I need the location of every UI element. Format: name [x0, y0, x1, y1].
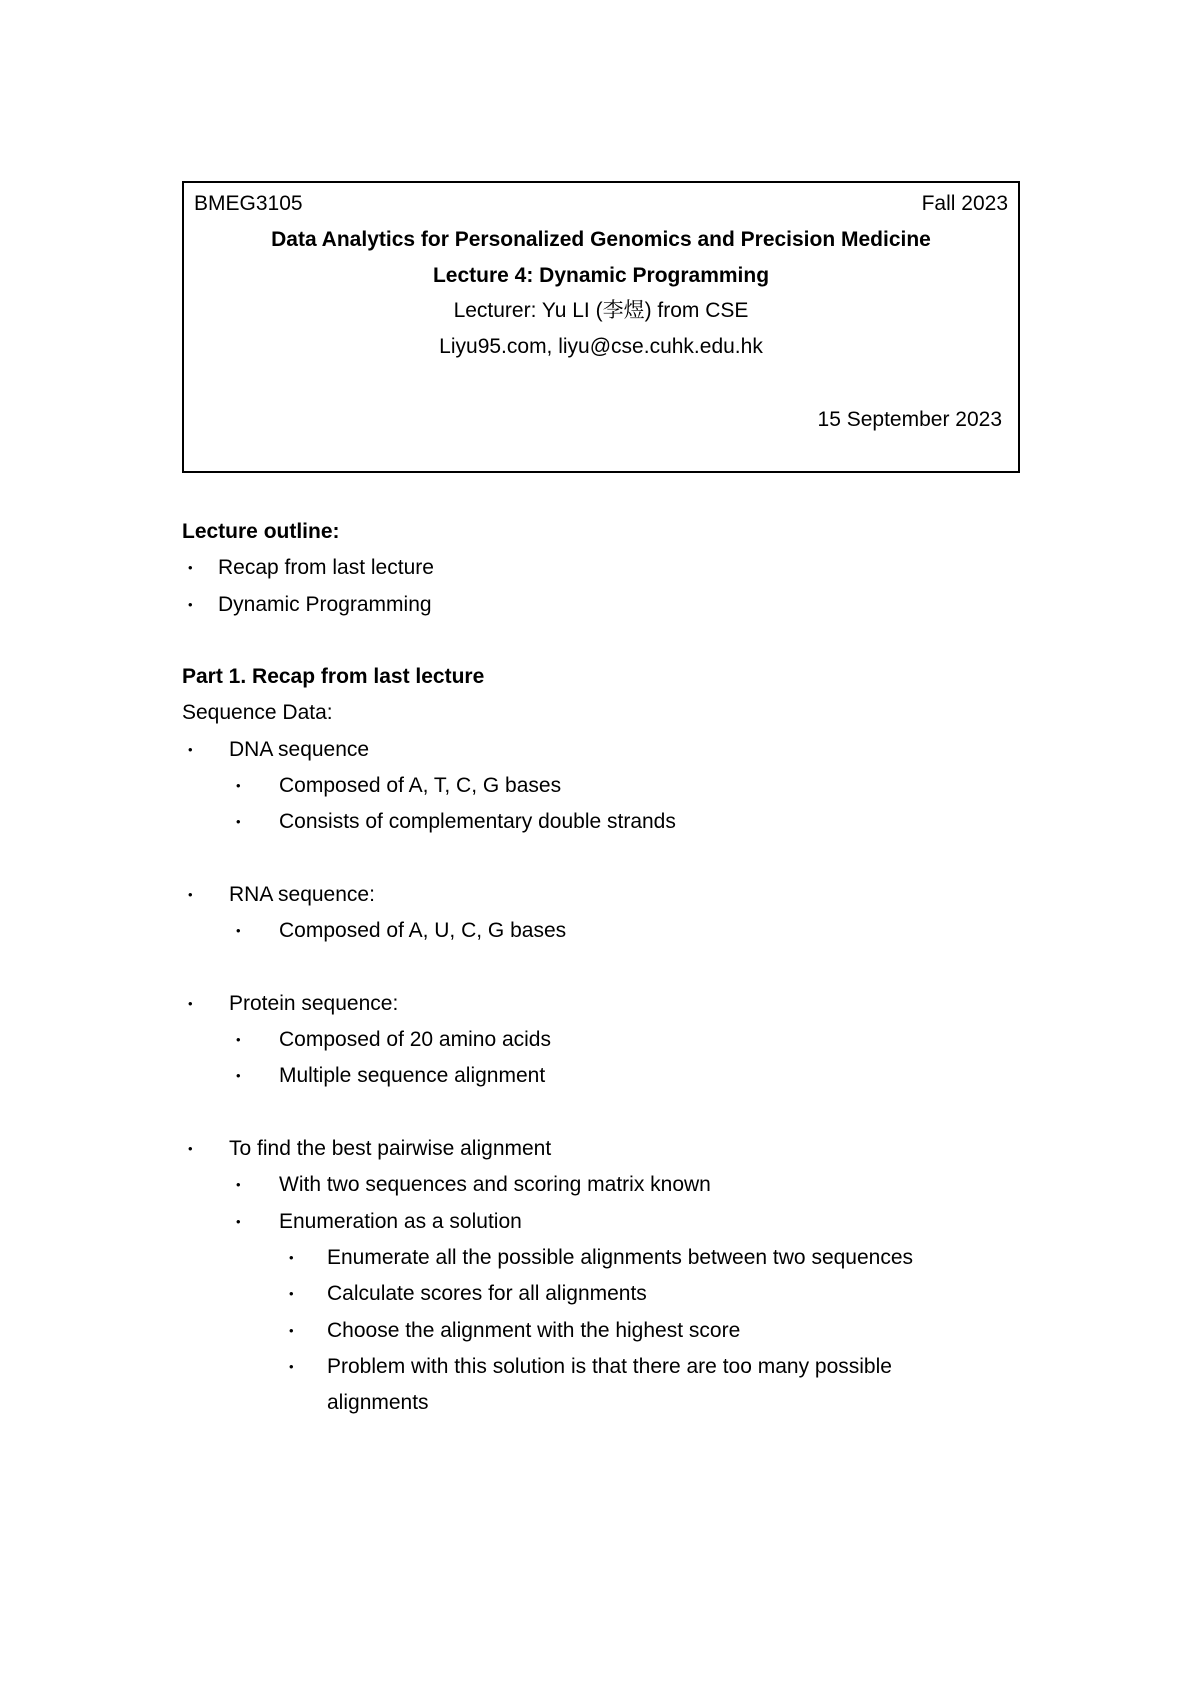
course-code: BMEG3105	[194, 192, 303, 215]
bullet-icon: •	[236, 923, 241, 939]
course-title: Data Analytics for Personalized Genomics and Precision Medicine	[271, 228, 931, 251]
spacer	[182, 950, 1042, 986]
alignment-item: Enumeration as a solution	[279, 1209, 522, 1233]
outline-item-label: Dynamic Programming	[218, 592, 432, 616]
enumeration-continuation: alignments	[327, 1391, 429, 1415]
part1-subheading: Sequence Data:	[182, 701, 333, 725]
rna-item: Composed of A, U, C, G bases	[279, 919, 567, 943]
bullet-icon: •	[188, 886, 193, 902]
list-item	[182, 804, 1042, 840]
list-item	[182, 1167, 1042, 1203]
alignment-label: To find the best pairwise alignment	[229, 1137, 552, 1161]
alignment-item: With two sequences and scoring matrix known	[279, 1173, 711, 1197]
protein-item: Multiple sequence alignment	[279, 1064, 546, 1088]
dna-item: Composed of A, T, C, G bases	[279, 774, 562, 798]
contact-line: Liyu95.com, liyu@cse.cuhk.edu.hk	[439, 335, 763, 358]
list-item	[182, 1131, 1042, 1167]
list-item	[182, 1204, 1042, 1240]
bullet-icon: •	[236, 1068, 241, 1084]
lecture-header-box	[182, 181, 1020, 473]
list-item	[182, 1276, 1042, 1312]
bullet-icon: •	[188, 560, 193, 576]
list-item	[182, 768, 1042, 804]
list-item	[182, 1349, 1042, 1385]
outline-item	[182, 550, 1042, 586]
bullet-icon: •	[236, 778, 241, 794]
lecture-title: Lecture 4: Dynamic Programming	[432, 264, 770, 287]
list-item	[182, 913, 1042, 949]
bullet-icon: •	[289, 1322, 294, 1338]
spacer	[182, 1095, 1042, 1131]
outline-heading: Lecture outline:	[182, 520, 340, 543]
bullet-icon: •	[188, 1141, 193, 1157]
bullet-icon: •	[236, 1213, 241, 1229]
list-item	[182, 732, 1042, 768]
bullet-icon: •	[188, 596, 193, 612]
outline-item	[182, 587, 1042, 623]
part1-heading: Part 1. Recap from last lecture	[182, 665, 485, 689]
notes-body	[182, 514, 1042, 1421]
bullet-icon: •	[289, 1286, 294, 1302]
list-item	[182, 986, 1042, 1022]
list-item	[182, 1058, 1042, 1094]
spacer	[182, 623, 1042, 659]
enumeration-item: Choose the alignment with the highest score	[327, 1318, 741, 1342]
rna-label: RNA sequence:	[229, 882, 375, 906]
bullet-icon: •	[188, 741, 193, 757]
enumeration-item: Calculate scores for all alignments	[327, 1282, 647, 1306]
bullet-icon: •	[289, 1249, 294, 1265]
dna-item: Consists of complementary double strands	[279, 810, 676, 834]
enumeration-item: Enumerate all the possible alignments between two sequences	[327, 1245, 914, 1269]
dna-label: DNA sequence	[229, 737, 370, 761]
list-item-continuation	[182, 1385, 1042, 1421]
bullet-icon: •	[236, 814, 241, 830]
protein-label: Protein sequence:	[229, 991, 399, 1015]
bullet-icon: •	[289, 1358, 294, 1374]
bullet-icon: •	[236, 1032, 241, 1048]
lecture-date: 15 September 2023	[817, 408, 1002, 431]
list-item	[182, 1313, 1042, 1349]
list-item	[182, 1022, 1042, 1058]
term: Fall 2023	[921, 192, 1008, 215]
list-item	[182, 877, 1042, 913]
enumeration-item: Problem with this solution is that there are too many possible	[327, 1354, 892, 1378]
protein-item: Composed of 20 amino acids	[279, 1028, 551, 1052]
bullet-icon: •	[236, 1177, 241, 1193]
bullet-icon: •	[188, 995, 193, 1011]
list-item	[182, 1240, 1042, 1276]
outline-item-label: Recap from last lecture	[218, 556, 434, 580]
spacer	[182, 841, 1042, 877]
lecturer-line: Lecturer: Yu LI (李煜) from CSE	[453, 299, 749, 322]
